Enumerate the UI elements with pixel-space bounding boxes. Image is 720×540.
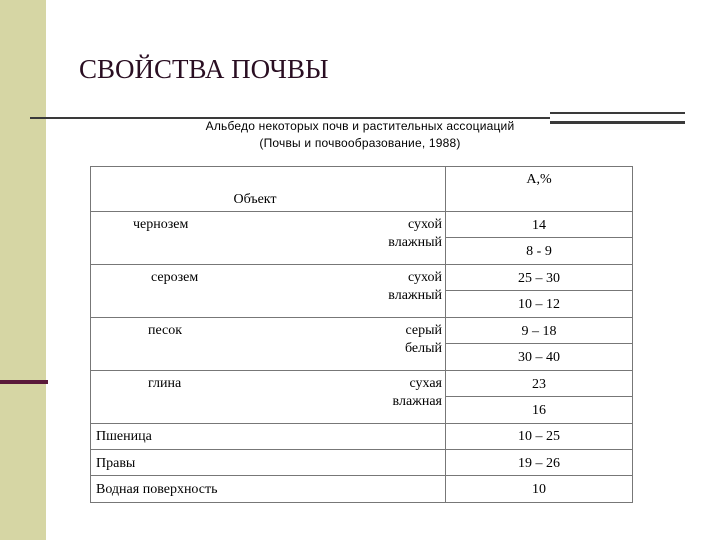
albedo-value: 8 - 9	[526, 244, 552, 259]
soil-name: глина	[148, 376, 182, 391]
row-divider	[90, 264, 633, 265]
header-albedo: А,%	[526, 172, 552, 187]
row-divider	[90, 317, 633, 318]
surface-name: Правы	[96, 456, 136, 471]
soil-state: сухой	[408, 270, 442, 285]
surface-name: Пшеница	[96, 429, 152, 444]
sidebar-accent-line	[0, 380, 48, 384]
slide-title: СВОЙСТВА ПОЧВЫ	[79, 54, 329, 84]
row-divider	[90, 370, 633, 371]
albedo-value: 16	[532, 403, 546, 418]
value-divider	[445, 290, 633, 291]
albedo-value: 10	[532, 482, 546, 497]
soil-name: серозем	[151, 270, 199, 285]
soil-state: сухой	[408, 217, 442, 232]
surface-name: Водная поверхность	[96, 482, 218, 497]
albedo-value: 19 – 26	[518, 456, 560, 471]
row-divider	[90, 449, 633, 450]
value-divider	[445, 343, 633, 344]
sidebar-decoration	[0, 0, 46, 540]
table-border	[90, 166, 91, 503]
soil-name: чернозем	[133, 217, 189, 232]
albedo-value: 10 – 12	[518, 297, 560, 312]
table-border	[90, 502, 633, 503]
soil-state: влажная	[392, 394, 442, 409]
albedo-value: 9 – 18	[521, 324, 557, 339]
row-divider	[90, 475, 633, 476]
soil-name: песок	[148, 323, 183, 338]
soil-state: сухая	[409, 376, 442, 391]
soil-state: белый	[404, 341, 442, 356]
soil-state: влажный	[388, 235, 442, 250]
table-source: (Почвы и почвообразование, 1988)	[259, 136, 461, 150]
table-border	[90, 166, 633, 167]
value-divider	[445, 237, 633, 238]
albedo-value: 25 – 30	[518, 271, 560, 286]
value-divider	[445, 396, 633, 397]
albedo-value: 10 – 25	[518, 429, 560, 444]
soil-state: влажный	[388, 288, 442, 303]
row-divider	[90, 423, 633, 424]
header-divider	[90, 211, 633, 212]
table-caption: Альбедо некоторых почв и растительных ассоциаций	[205, 119, 515, 133]
albedo-value: 30 – 40	[518, 350, 560, 365]
soil-state: серый	[405, 323, 442, 338]
albedo-value: 14	[532, 218, 546, 233]
albedo-value: 23	[532, 377, 546, 392]
table-border	[632, 166, 633, 503]
title-rule	[550, 112, 685, 114]
header-object: Объект	[233, 192, 277, 207]
